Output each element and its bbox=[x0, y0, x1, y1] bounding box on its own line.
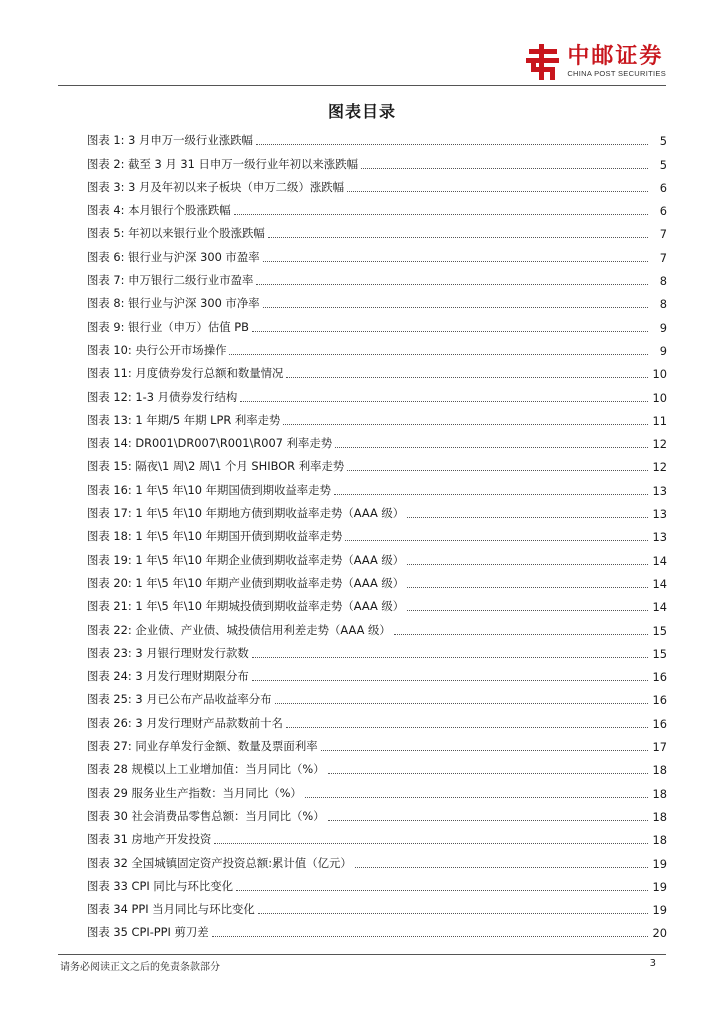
toc-entry-page: 20 bbox=[652, 926, 667, 941]
toc-entry-page: 19 bbox=[652, 879, 667, 894]
toc-entry-label: 图表 35 CPI-PPI 剪刀差 bbox=[87, 925, 209, 940]
toc-entry-page: 11 bbox=[652, 413, 667, 428]
page-header bbox=[0, 0, 724, 92]
toc-leader-dots bbox=[256, 143, 648, 145]
toc-entry[interactable] bbox=[87, 614, 667, 637]
toc-entry-page: 16 bbox=[652, 716, 667, 731]
toc-leader-dots bbox=[258, 912, 648, 914]
toc-entry[interactable] bbox=[87, 661, 667, 684]
toc-entry-label: 图表 31 房地产开发投资 bbox=[87, 832, 212, 847]
toc-entry[interactable] bbox=[87, 335, 667, 358]
toc-entry[interactable] bbox=[87, 172, 667, 195]
toc-entry-page: 10 bbox=[652, 367, 667, 382]
toc-leader-dots bbox=[328, 819, 648, 821]
toc-leader-dots bbox=[305, 796, 648, 798]
toc-entry-page: 13 bbox=[652, 483, 667, 498]
toc-entry-page: 9 bbox=[659, 343, 667, 358]
toc-leader-dots bbox=[347, 190, 648, 192]
toc-entry-page: 6 bbox=[659, 204, 667, 219]
toc-entry-page: 19 bbox=[652, 903, 667, 918]
toc-entry-label: 图表 16: 1 年\5 年\10 年期国债到期收益率走势 bbox=[87, 482, 331, 497]
toc-entry-label: 图表 32 全国城镇固定资产投资总额:累计值（亿元） bbox=[87, 855, 352, 870]
toc-entry[interactable] bbox=[87, 451, 667, 474]
toc-entry-label: 图表 13: 1 年期/5 年期 LPR 利率走势 bbox=[87, 412, 281, 427]
toc-entry[interactable] bbox=[87, 684, 667, 707]
toc-entry-label: 图表 4: 本月银行个股涨跌幅 bbox=[87, 203, 231, 218]
toc-entry-page: 15 bbox=[652, 646, 667, 661]
toc-leader-dots bbox=[229, 353, 648, 355]
toc-entry[interactable] bbox=[87, 195, 667, 218]
toc-entry-label: 图表 6: 银行业与沪深 300 市盈率 bbox=[87, 249, 260, 264]
toc-entry[interactable] bbox=[87, 148, 667, 171]
header-divider bbox=[58, 85, 666, 86]
toc-entry-page: 14 bbox=[652, 600, 667, 615]
toc-entry[interactable] bbox=[87, 801, 667, 824]
toc-entry-label: 图表 34 PPI 当月同比与环比变化 bbox=[87, 902, 255, 917]
toc-leader-dots bbox=[407, 516, 648, 518]
toc-entry[interactable] bbox=[87, 917, 667, 940]
toc-entry[interactable] bbox=[87, 521, 667, 544]
toc-entry-label: 图表 9: 银行业（申万）估值 PB bbox=[87, 319, 249, 334]
toc-entry-label: 图表 12: 1-3 月债券发行结构 bbox=[87, 389, 238, 404]
toc-entry[interactable] bbox=[87, 311, 667, 334]
toc-leader-dots bbox=[263, 306, 648, 308]
toc-entry-label: 图表 26: 3 月发行理财产品款数前十名 bbox=[87, 715, 283, 730]
toc-entry-page: 8 bbox=[659, 274, 667, 289]
toc-leader-dots bbox=[252, 330, 648, 332]
toc-entry-page: 9 bbox=[659, 320, 667, 335]
toc-entry-label: 图表 28 规模以上工业增加值：当月同比（%） bbox=[87, 762, 325, 777]
toc-entry-label: 图表 3: 3 月及年初以来子板块（申万二级）涨跌幅 bbox=[87, 179, 345, 194]
toc-leader-dots bbox=[240, 400, 648, 402]
toc-entry[interactable] bbox=[87, 871, 667, 894]
toc-entry[interactable] bbox=[87, 265, 667, 288]
toc-entry[interactable] bbox=[87, 638, 667, 661]
toc-entry-label: 图表 23: 3 月银行理财发行款数 bbox=[87, 645, 249, 660]
toc-entry-label: 图表 10: 央行公开市场操作 bbox=[87, 342, 227, 357]
toc-leader-dots bbox=[268, 236, 648, 238]
toc-entry-label: 图表 5: 年初以来银行业个股涨跌幅 bbox=[87, 226, 265, 241]
toc-leader-dots bbox=[286, 726, 648, 728]
toc-entry-label: 图表 20: 1 年\5 年\10 年期产业债到期收益率走势（AAA 级） bbox=[87, 575, 405, 590]
toc-leader-dots bbox=[407, 609, 648, 611]
toc-entry-label: 图表 18: 1 年\5 年\10 年期国开债到期收益率走势 bbox=[87, 529, 343, 544]
toc-entry[interactable] bbox=[87, 381, 667, 404]
toc-entry-page: 14 bbox=[652, 576, 667, 591]
toc-entry[interactable] bbox=[87, 731, 667, 754]
toc-entry-label: 图表 33 CPI 同比与环比变化 bbox=[87, 878, 234, 893]
toc-entry[interactable] bbox=[87, 474, 667, 497]
toc-entry-page: 13 bbox=[652, 507, 667, 522]
footer-divider bbox=[58, 954, 666, 955]
toc-leader-dots bbox=[275, 702, 648, 704]
toc-leader-dots bbox=[347, 469, 648, 471]
toc-leader-dots bbox=[355, 866, 648, 868]
toc-entry[interactable] bbox=[87, 754, 667, 777]
toc-entry-page: 18 bbox=[652, 809, 667, 824]
toc-entry[interactable] bbox=[87, 428, 667, 451]
toc-entry-page: 6 bbox=[659, 180, 667, 195]
toc-entry-page: 17 bbox=[652, 740, 667, 755]
toc-leader-dots bbox=[334, 493, 648, 495]
logo-english-name: CHINA POST SECURITIES bbox=[567, 69, 666, 78]
toc-entry[interactable] bbox=[87, 358, 667, 381]
toc-leader-dots bbox=[321, 749, 648, 751]
footer-page-number: 3 bbox=[649, 958, 656, 969]
toc-leader-dots bbox=[252, 656, 648, 658]
toc-entry[interactable] bbox=[87, 125, 667, 148]
toc-entry-page: 18 bbox=[652, 763, 667, 778]
toc-entry-label: 图表 22: 企业债、产业债、城投债信用利差走势（AAA 级） bbox=[87, 622, 391, 637]
toc-leader-dots bbox=[283, 423, 648, 425]
toc-leader-dots bbox=[407, 586, 648, 588]
toc-leader-dots bbox=[263, 260, 648, 262]
toc-entry-page: 16 bbox=[652, 693, 667, 708]
toc-entry[interactable] bbox=[87, 288, 667, 311]
toc-entry-page: 15 bbox=[652, 623, 667, 638]
toc-entry-page: 5 bbox=[659, 134, 667, 149]
toc-entry-page: 7 bbox=[659, 250, 667, 265]
toc-entry[interactable] bbox=[87, 591, 667, 614]
toc-entry-page: 16 bbox=[652, 670, 667, 685]
toc-entry[interactable] bbox=[87, 405, 667, 428]
toc-entry-label: 图表 30 社会消费品零售总额：当月同比（%） bbox=[87, 808, 325, 823]
toc-entry-label: 图表 17: 1 年\5 年\10 年期地方债到期收益率走势（AAA 级） bbox=[87, 506, 405, 521]
toc-entry-page: 8 bbox=[659, 297, 667, 312]
toc-entry[interactable] bbox=[87, 544, 667, 567]
toc-entry-label: 图表 21: 1 年\5 年\10 年期城投债到期收益率走势（AAA 级） bbox=[87, 599, 405, 614]
toc-entry-page: 14 bbox=[652, 553, 667, 568]
logo-chinese-name: 中邮证券 bbox=[567, 44, 664, 69]
toc-entry-page: 10 bbox=[652, 390, 667, 405]
toc-entry[interactable] bbox=[87, 498, 667, 521]
toc-entry-label: 图表 25: 3 月已公布产品收益率分布 bbox=[87, 692, 272, 707]
toc-entry[interactable] bbox=[87, 568, 667, 591]
toc-leader-dots bbox=[345, 539, 648, 541]
toc-leader-dots bbox=[286, 376, 648, 378]
toc-entry-page: 12 bbox=[652, 460, 667, 475]
toc-entry-label: 图表 7: 申万银行二级行业市盈率 bbox=[87, 273, 254, 288]
toc-entry-label: 图表 15: 隔夜\1 周\2 周\1 个月 SHIBOR 利率走势 bbox=[87, 459, 345, 474]
toc-entry-page: 19 bbox=[652, 856, 667, 871]
toc-entry-page: 5 bbox=[659, 157, 667, 172]
toc-leader-dots bbox=[252, 679, 648, 681]
toc-entry-page: 12 bbox=[652, 437, 667, 452]
footer-disclaimer: 请务必阅读正文之后的免责条款部分 bbox=[60, 962, 220, 973]
toc-entry[interactable] bbox=[87, 824, 667, 847]
toc-leader-dots bbox=[394, 633, 648, 635]
toc-entry-label: 图表 29 服务业生产指数：当月同比（%） bbox=[87, 785, 302, 800]
toc-leader-dots bbox=[256, 283, 648, 285]
toc-entry[interactable] bbox=[87, 218, 667, 241]
toc-entry-page: 18 bbox=[652, 833, 667, 848]
toc-leader-dots bbox=[361, 167, 648, 169]
toc-entry-page: 7 bbox=[659, 227, 667, 242]
toc-entry[interactable] bbox=[87, 241, 667, 264]
toc-entry-label: 图表 24: 3 月发行理财期限分布 bbox=[87, 669, 249, 684]
table-of-figures bbox=[87, 125, 667, 940]
toc-leader-dots bbox=[234, 213, 648, 215]
toc-entry-page: 13 bbox=[652, 530, 667, 545]
toc-leader-dots bbox=[212, 935, 648, 937]
china-post-logo-icon bbox=[525, 43, 561, 81]
toc-entry[interactable] bbox=[87, 847, 667, 870]
toc-entry-label: 图表 2: 截至 3 月 31 日申万一级行业年初以来涨跌幅 bbox=[87, 156, 358, 171]
company-logo bbox=[525, 42, 666, 82]
page-title: 图表目录 bbox=[327, 102, 396, 121]
toc-entry[interactable] bbox=[87, 777, 667, 800]
toc-entry-label: 图表 14: DR001\DR007\R001\R007 利率走势 bbox=[87, 436, 333, 451]
toc-entry-label: 图表 8: 银行业与沪深 300 市净率 bbox=[87, 296, 260, 311]
toc-entry[interactable] bbox=[87, 707, 667, 730]
toc-leader-dots bbox=[328, 772, 648, 774]
toc-leader-dots bbox=[236, 889, 648, 891]
toc-entry-label: 图表 19: 1 年\5 年\10 年期企业债到期收益率走势（AAA 级） bbox=[87, 552, 405, 567]
toc-entry-label: 图表 11: 月度债券发行总额和数量情况 bbox=[87, 366, 284, 381]
toc-entry-label: 图表 1: 3 月申万一级行业涨跌幅 bbox=[87, 133, 253, 148]
toc-entry[interactable] bbox=[87, 894, 667, 917]
toc-leader-dots bbox=[214, 842, 648, 844]
toc-leader-dots bbox=[335, 446, 648, 448]
toc-entry-label: 图表 27: 同业存单发行金额、数量及票面利率 bbox=[87, 739, 318, 754]
toc-leader-dots bbox=[407, 563, 648, 565]
toc-entry-page: 18 bbox=[652, 786, 667, 801]
